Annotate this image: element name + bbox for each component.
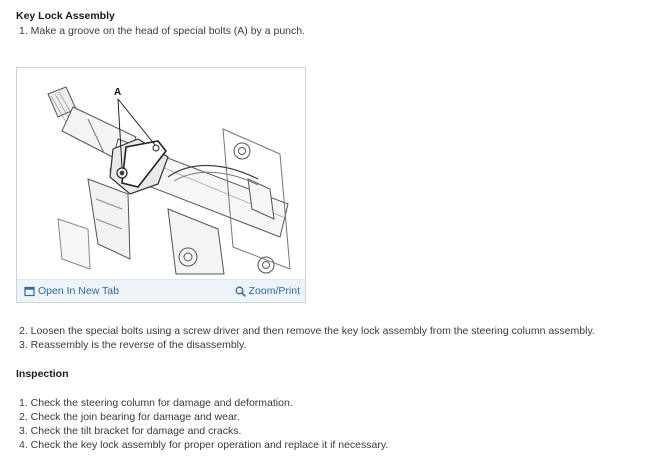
figure-toolbar xyxy=(17,279,305,302)
steering-column-illustration xyxy=(18,69,304,279)
step-1: 1. Make a groove on the head of special bolts (A) by a punch. xyxy=(19,25,306,37)
section-title-key-lock-assembly: Key Lock Assembly xyxy=(16,10,115,22)
step-3: 3. Reassembly is the reverse of the disassembly. xyxy=(19,339,247,351)
inspection-item: 1. Check the steering column for damage and deformation. xyxy=(19,397,293,409)
inspection-item: 4. Check the key lock assembly for proper operation and replace it if necessary. xyxy=(19,439,389,451)
zoom-print-link[interactable] xyxy=(235,285,300,297)
figure-panel xyxy=(16,67,306,303)
open-in-new-tab-label: Open In New Tab xyxy=(38,285,119,297)
magnifier-icon xyxy=(235,286,246,297)
inspection-item: 2. Check the join bearing for damage and wear. xyxy=(19,411,240,423)
open-in-new-tab-link[interactable] xyxy=(24,285,119,297)
section-title-inspection: Inspection xyxy=(16,368,69,380)
step-2: 2. Loosen the special bolts using a screw driver and then remove the key lock assembly from the steering column assembly. xyxy=(19,325,595,337)
inspection-item: 3. Check the tilt bracket for damage and cracks. xyxy=(19,425,242,437)
callout-label-a: A xyxy=(114,87,122,98)
open-in-new-tab-icon xyxy=(24,286,35,297)
zoom-print-label: Zoom/Print xyxy=(248,285,300,297)
